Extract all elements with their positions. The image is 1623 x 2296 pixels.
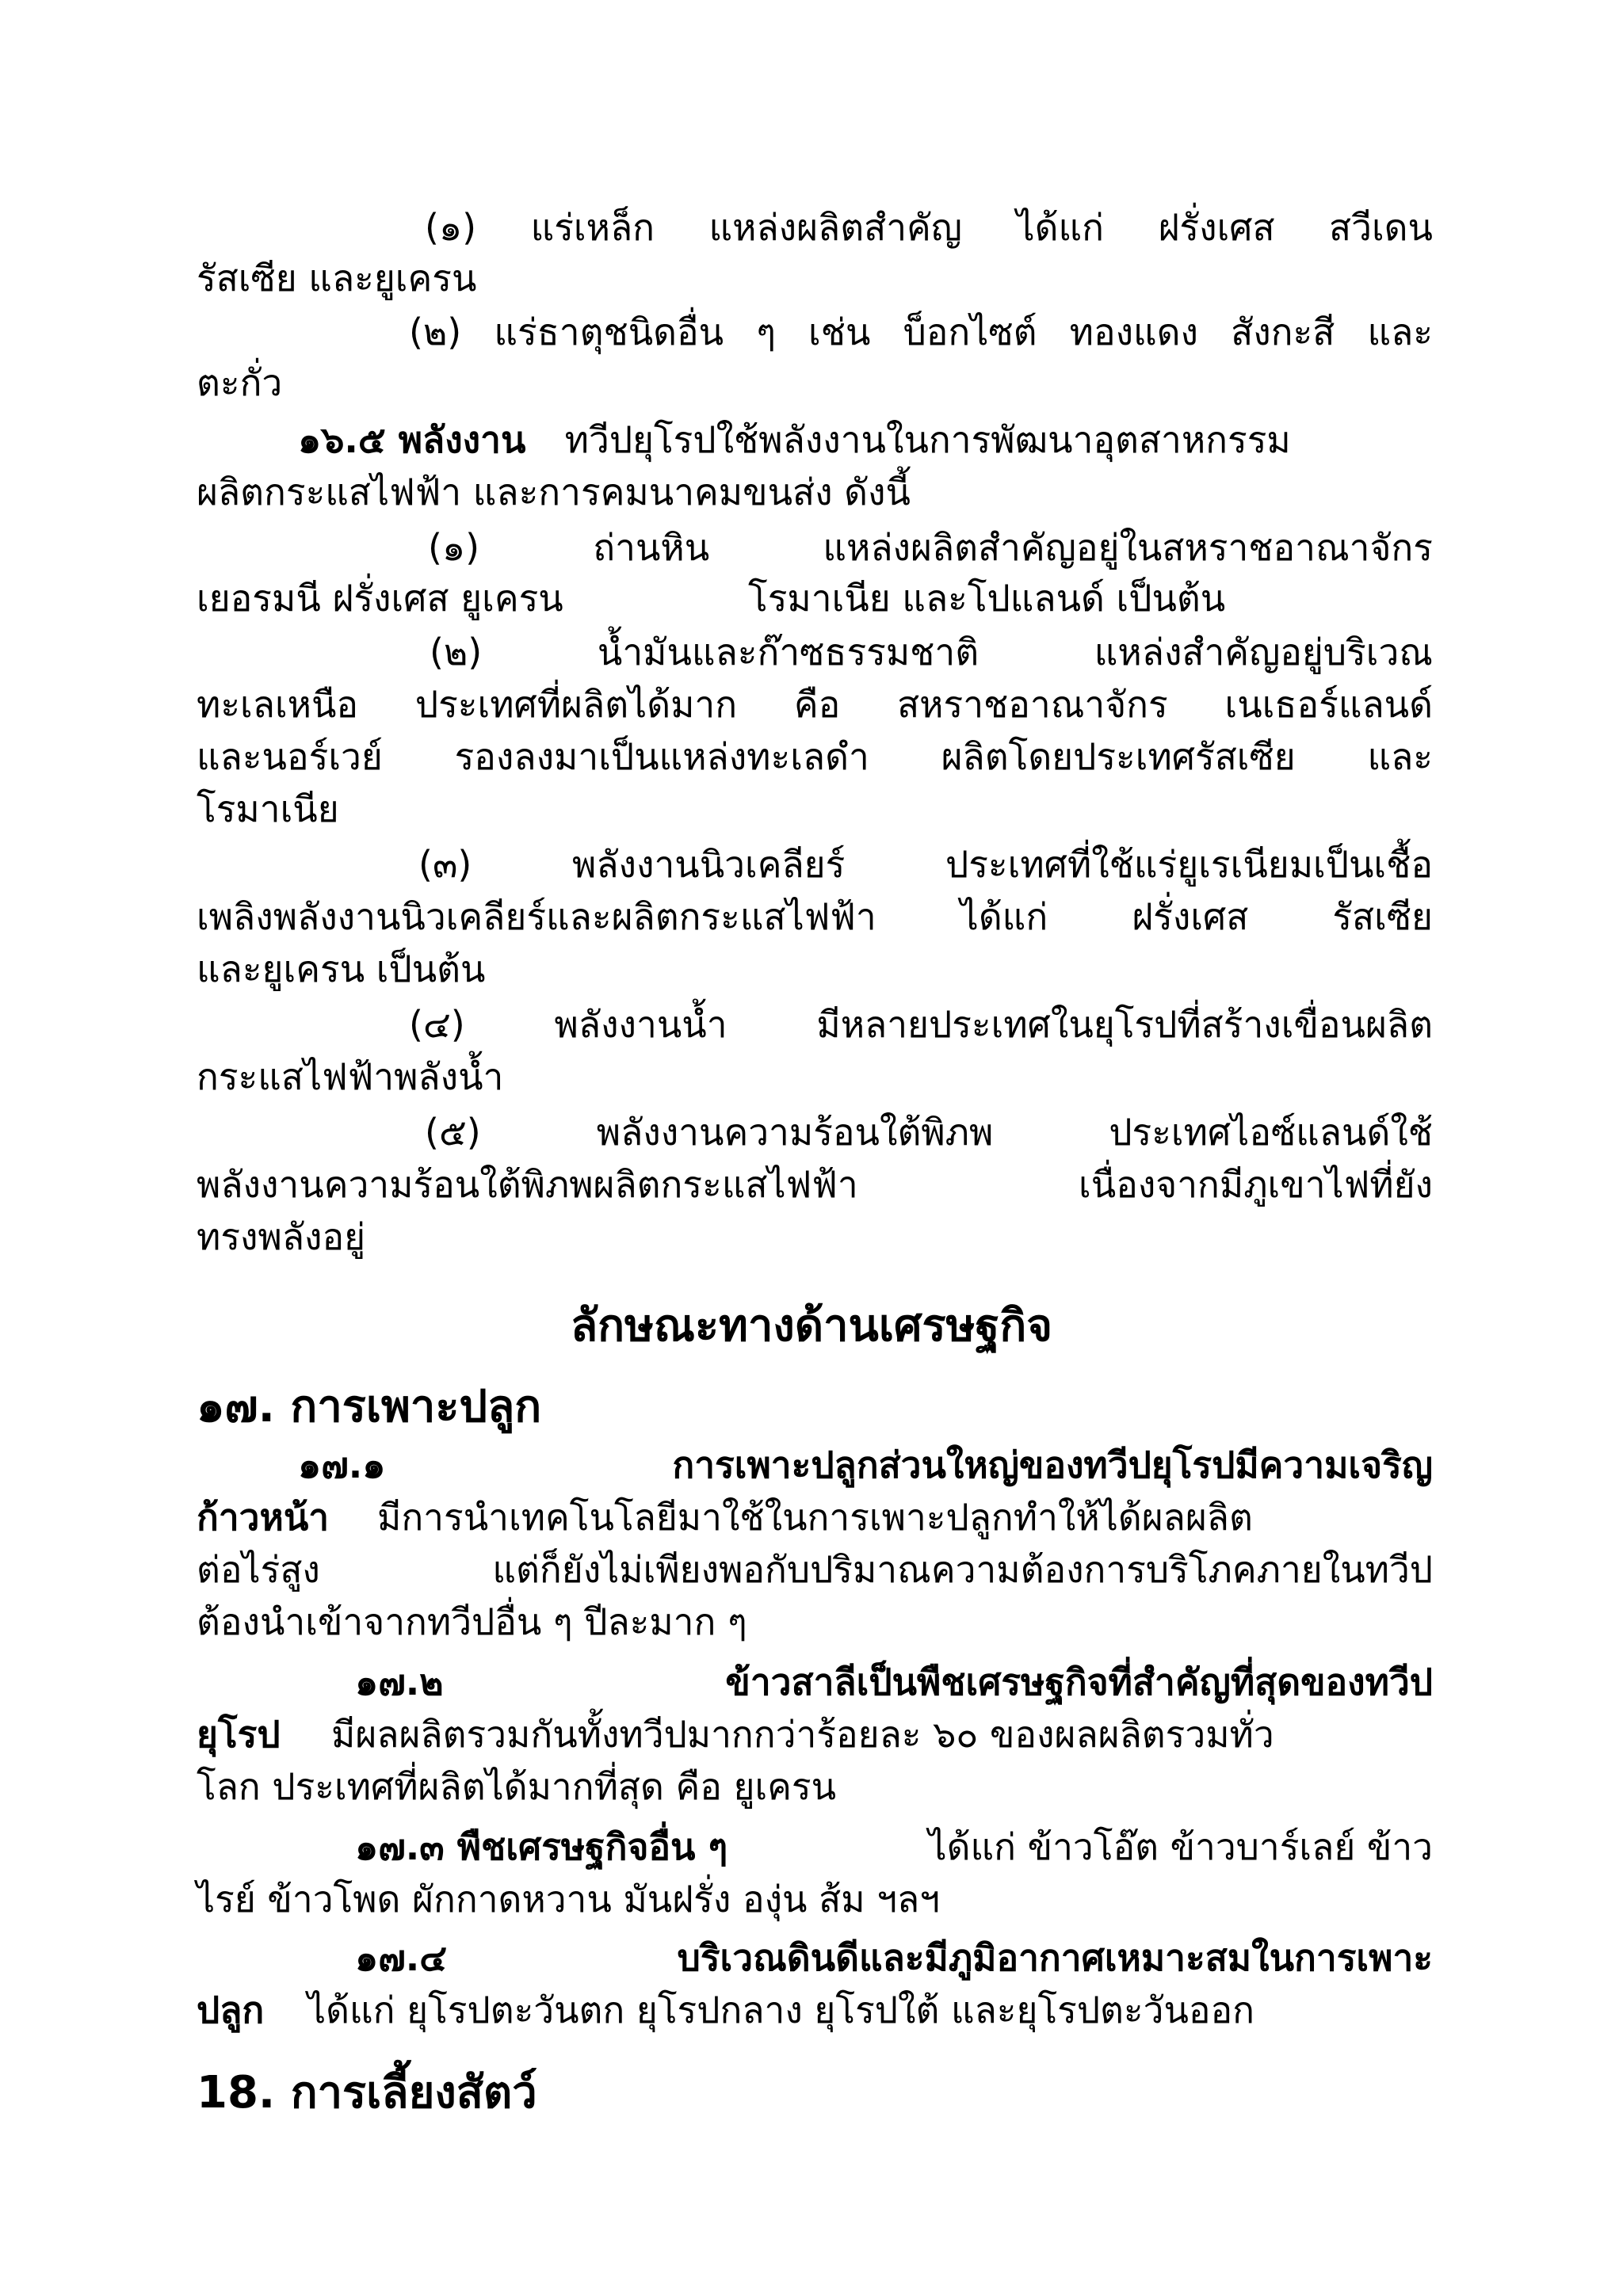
p174-line2 <box>197 1985 1433 2035</box>
oil-gas-line2: ทะเลเหนือ ประเทศที่ผลิตได้มาก คือ สหราชอาณาจักร เนเธอร์แลนด์ <box>197 683 1433 726</box>
mineral-item-1-line1: (๑) แร่เหล็ก แหล่งผลิตสำคัญ ได้แก่ ฝรั่งเศส สวีเดน <box>425 206 1433 249</box>
p173-line2: ไรย์ ข้าวโพด ผักกาดหวาน มันฝรั่ง องุ่น ส้ม ฯลฯ <box>197 1878 940 1920</box>
p172-bold-continuation: ยุโรป <box>197 1713 281 1756</box>
p174-line1: ๑๗.๔ บริเวณดินดีและมีภูมิอากาศเหมาะสมในการเพาะ <box>355 1936 1433 1979</box>
energy-heading: ๑๖.๕ พลังงาน <box>298 418 526 461</box>
p172-line1: ๑๗.๒ ข้าวสาลีเป็นพืชเศรษฐกิจที่สำคัญที่สุดของทวีป <box>355 1661 1433 1703</box>
oil-gas-line3: และนอร์เวย์ รองลงมาเป็นแหล่งทะเลดำ ผลิตโดยประเทศรัสเซีย และ <box>197 735 1433 778</box>
nuclear-line3: และยูเครน เป็นต้น <box>197 948 486 990</box>
p172-line3: โลก ประเทศที่ผลิตได้มากที่สุด คือ ยูเครน <box>197 1765 837 1808</box>
geothermal-line2: พลังงานความร้อนใต้พิภพผลิตกระแสไฟฟ้า เนื่องจากมีภูเขาไฟที่ยัง <box>197 1163 1433 1206</box>
nuclear-line2: เพลิงพลังงานนิวเคลียร์และผลิตกระแสไฟฟ้า ได้แก่ ฝรั่งเศส รัสเซีย <box>197 895 1433 938</box>
heading-17: ๑๗. การเพาะปลูก <box>197 1381 542 1432</box>
mineral-item-1-line2: รัสเซีย และยูเครน <box>197 257 477 299</box>
hydro-line2: กระแสไฟฟ้าพลังน้ำ <box>197 1055 504 1098</box>
mineral-item-2-line2: ตะกั่ว <box>197 361 283 404</box>
p171-text: มีการนำเทคโนโลยีมาใช้ในการเพาะปลูกทำให้ได้ผลผลิต <box>377 1496 1253 1539</box>
p171-line1: ๑๗.๑ การเพาะปลูกส่วนใหญ่ของทวีปยุโรปมีความเจริญ <box>298 1444 1433 1486</box>
coal-line2 <box>197 574 1433 623</box>
coal-line1: (๑) ถ่านหิน แหล่งผลิตสำคัญอยู่ในสหราชอาณาจักร <box>428 526 1433 569</box>
oil-gas-line1: (๒) น้ำมันและก๊าซธรรมชาติ แหล่งสำคัญอยู่บริเวณ <box>430 631 1433 673</box>
p173-text: ได้แก่ ข้าวโอ๊ต ข้าวบาร์เลย์ ข้าว <box>928 1825 1433 1868</box>
energy-paragraph-line2: ผลิตกระแสไฟฟ้า และการคมนาคมขนส่ง ดังนี้ <box>197 471 911 513</box>
section-title: ลักษณะทางด้านเศรษฐกิจ <box>570 1300 1053 1352</box>
p171-line3: ต่อไร่สูง แต่ก็ยังไม่เพียงพอกับปริมาณความต้องการบริโภคภายในทวีป <box>197 1548 1433 1591</box>
p171-line4: ต้องนำเข้าจากทวีปอื่น ๆ ปีละมาก ๆ <box>197 1600 747 1643</box>
geothermal-line3: ทรงพลังอยู่ <box>197 1215 366 1258</box>
p171-line2 <box>197 1493 1433 1542</box>
p173-line1 <box>355 1822 1433 1871</box>
mineral-item-2-line1: (๒) แร่ธาตุชนิดอื่น ๆ เช่น บ็อกไซต์ ทองแดง สังกะสี และ <box>409 311 1433 353</box>
p172-line2 <box>197 1710 1433 1759</box>
heading-18: 18. การเลี้ยงสัตว์ <box>197 2067 537 2119</box>
oil-gas-line4: โรมาเนีย <box>197 788 339 830</box>
p172-text: มีผลผลิตรวมกันทั้งทวีปมากกว่าร้อยละ ๖๐ ของผลผลิตรวมทั่ว <box>331 1713 1274 1756</box>
geothermal-line1: (๕) พลังงานความร้อนใต้พิภพ ประเทศไอซ์แลนด์ใช้ <box>425 1111 1433 1154</box>
p174-text: ได้แก่ ยุโรปตะวันตก ยุโรปกลาง ยุโรปใต้ และยุโรปตะวันออก <box>307 1989 1255 2031</box>
coal-countries-b: โรมาเนีย และโปแลนด์ เป็นต้น <box>748 577 1226 620</box>
energy-intro: ทวีปยุโรปใช้พลังงานในการพัฒนาอุตสาหกรรม <box>564 418 1291 461</box>
hydro-line1: (๔) พลังงานน้ำ มีหลายประเทศในยุโรปที่สร้างเขื่อนผลิต <box>409 1003 1433 1046</box>
energy-paragraph-line1 <box>298 415 1433 464</box>
nuclear-line1: (๓) พลังงานนิวเคลียร์ ประเทศที่ใช้แร่ยูเรเนียมเป็นเชื้อ <box>418 843 1433 886</box>
coal-countries-a: เยอรมนี ฝรั่งเศส ยูเครน <box>197 577 563 620</box>
p174-bold-continuation: ปลูก <box>197 1989 265 2031</box>
p173-bold: ๑๗.๓ พืชเศรษฐกิจอื่น ๆ <box>355 1825 728 1868</box>
p171-bold-continuation: ก้าวหน้า <box>197 1496 330 1539</box>
